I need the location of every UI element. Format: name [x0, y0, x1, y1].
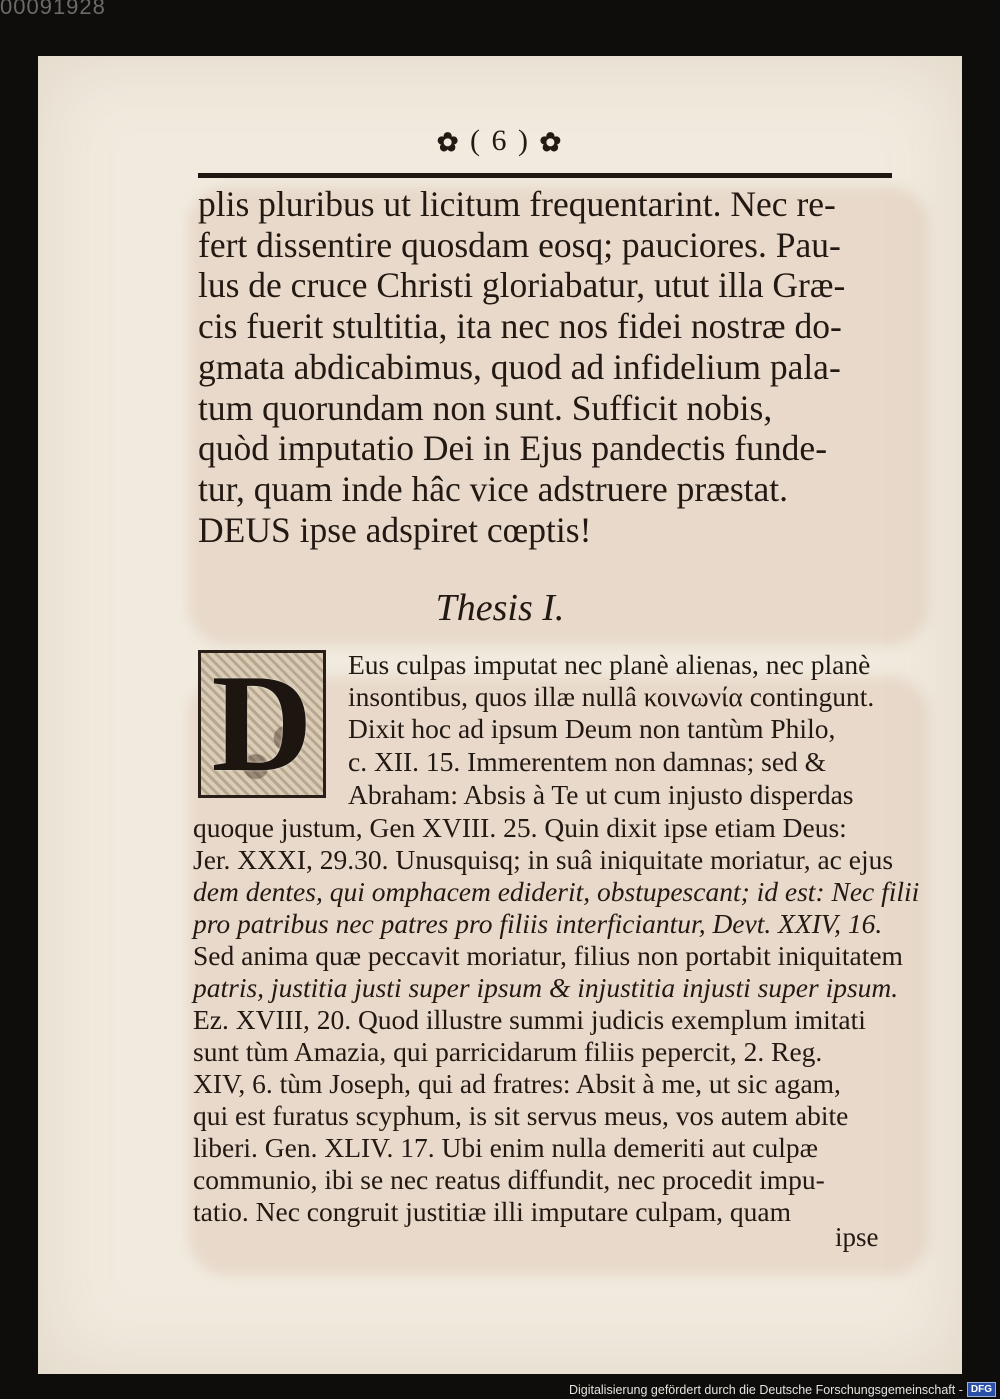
page-header — [38, 124, 962, 158]
body-top-paragraph — [198, 184, 898, 550]
text-line: lus de cruce Christi gloriabatur, utut illa Græ- — [198, 265, 846, 306]
text-line: cis fuerit stultitia, ita nec nos fidei nostræ do- — [198, 306, 842, 347]
text-line: pro patribus nec patres pro filiis interficiantur, Devt. XXIV, 16. — [193, 908, 883, 939]
decorated-initial — [198, 646, 326, 801]
thesis-heading: Thesis I. — [435, 587, 565, 629]
text-line: Abraham: Absis à Te ut cum injusto disperdas — [348, 779, 854, 810]
footer-credit — [569, 1382, 996, 1397]
text-line: insontibus, quos illæ nullâ κοινωνία contingunt. — [348, 681, 875, 712]
page-number: ( 6 ) — [470, 124, 530, 157]
text-line: c. XII. 15. Immerentem non damnas; sed & — [348, 746, 827, 777]
text-line: gmata abdicabimus, quod ad infidelium pala- — [198, 346, 841, 387]
ornament-right-icon: ✿ — [539, 128, 564, 158]
text-line: DEUS ipse adspiret cœptis! — [198, 509, 592, 550]
text-line: XIV, 6. tùm Joseph, qui ad fratres: Absit à me, ut sic agam, — [193, 1068, 841, 1099]
book-page — [38, 56, 962, 1374]
catchword: ipse — [835, 1222, 879, 1252]
text-line: Jer. XXXI, 29.30. Unusquisq; in suâ iniquitate moriatur, ac ejus — [193, 844, 894, 875]
header-rule — [198, 173, 892, 178]
text-line: fert dissentire quosdam eosq; pauciores. Pau- — [198, 224, 841, 265]
text-line: sunt tùm Amazia, qui parricidarum filiis pepercit, 2. Reg. — [193, 1036, 823, 1067]
text-line: Dixit hoc ad ipsum Deum non tantùm Philo, — [348, 713, 836, 744]
text-line: plis pluribus ut licitum frequentarint. Nec re- — [198, 184, 836, 224]
dfg-logo-icon: DFG — [967, 1382, 996, 1397]
initial-letter: D — [211, 646, 313, 801]
text-line: Eus culpas imputat nec planè alienas, nec planè — [348, 649, 871, 680]
scan-identifier: 00091928 — [0, 0, 106, 19]
text-line: quòd imputatio Dei in Ejus pandectis funde- — [198, 428, 828, 469]
text-line: Ez. XVIII, 20. Quod illustre summi judicis exemplum imitati — [193, 1004, 866, 1035]
text-line: dem dentes, qui omphacem ediderit, obstupescant; id est: Nec filii — [193, 876, 920, 907]
text-line: tum quorundam non sunt. Sufficit nobis, — [198, 387, 773, 428]
text-line: qui est furatus scyphum, is sit servus meus, vos autem abite — [193, 1100, 849, 1131]
text-line: patris, justitia justi super ipsum & injustitia injusti super ipsum. — [193, 972, 899, 1003]
text-line: liberi. Gen. XLIV. 17. Ubi enim nulla demeriti aut culpæ — [193, 1132, 818, 1163]
text-line: communio, ibi se nec reatus diffundit, nec procedit impu- — [193, 1164, 825, 1195]
text-line: tatio. Nec congruit justitiæ illi imputare culpam, quam — [193, 1196, 792, 1227]
footer-text: Digitalisierung gefördert durch die Deutsche Forschungsgemeinschaft - — [568, 1382, 963, 1397]
text-line: tur, quam inde hâc vice adstruere præstat. — [198, 468, 789, 509]
ornament-left-icon: ✿ — [436, 128, 461, 158]
text-line: quoque justum, Gen XVIII. 25. Quin dixit ipse etiam Deus: — [193, 812, 847, 843]
text-line: Sed anima quæ peccavit moriatur, filius non portabit iniquitatem — [193, 940, 903, 971]
